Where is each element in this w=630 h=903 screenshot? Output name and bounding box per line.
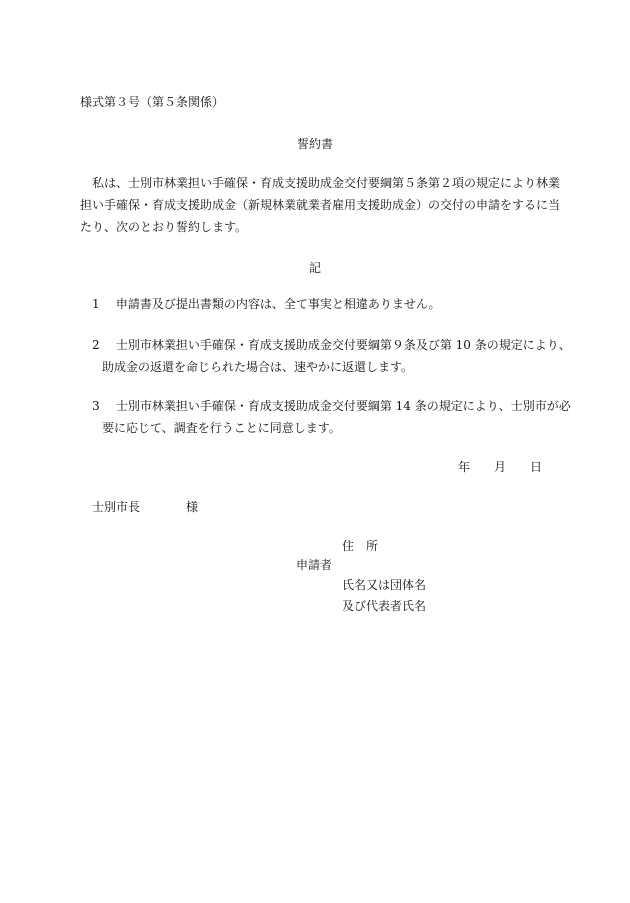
pledge-item-2 bbox=[92, 338, 571, 382]
date-month: 月 bbox=[494, 460, 507, 474]
item-text-continued: 要に応じて、調査を行うことに同意します。 bbox=[102, 421, 341, 435]
date-day: 日 bbox=[530, 460, 543, 474]
item-text-continued: 助成金の返還を命じられた場合は、速やかに返還します。 bbox=[102, 360, 414, 374]
form-number: 様式第３号（第５条関係） bbox=[80, 95, 225, 109]
pledge-item-3 bbox=[92, 399, 571, 443]
ki-heading: 記 bbox=[308, 261, 321, 275]
date-year: 年 bbox=[458, 460, 471, 474]
representative-label: 及び代表者氏名 bbox=[342, 599, 427, 613]
item-text: 士別市林業担い手確保・育成支援助成金交付要綱第９条及び第 10 条の規定により、 bbox=[115, 338, 571, 352]
date-line bbox=[458, 460, 542, 476]
intro-line-1: 私は、士別市林業担い手確保・育成支援助成金交付要綱第５条第２項の規定により林業 bbox=[92, 176, 561, 190]
intro-line-3: たり、次のとおり誓約します。 bbox=[80, 220, 248, 234]
document-title: 誓約書 bbox=[296, 137, 333, 151]
item-number: 1 bbox=[92, 297, 100, 311]
applicant-label: 申請者 bbox=[296, 558, 333, 572]
addressee-name: 士別市長 bbox=[92, 500, 141, 514]
name-label: 氏名又は団体名 bbox=[342, 578, 427, 592]
intro-line-2: 担い手確保・育成支援助成金（新規林業就業者雇用支援助成金）の交付の申請をするに当 bbox=[80, 198, 561, 212]
addressee-honorific: 様 bbox=[186, 500, 199, 514]
item-text: 申請書及び提出書類の内容は、全て事実と相違ありません。 bbox=[115, 297, 441, 311]
item-number: 3 bbox=[92, 399, 100, 413]
addressee bbox=[92, 500, 198, 516]
address-label: 住 所 bbox=[342, 539, 379, 553]
item-text: 士別市林業担い手確保・育成支援助成金交付要綱第 14 条の規定により、士別市が必 bbox=[115, 399, 571, 413]
pledge-item-1 bbox=[92, 297, 562, 319]
item-number: 2 bbox=[92, 338, 100, 352]
intro-paragraph bbox=[80, 176, 570, 242]
